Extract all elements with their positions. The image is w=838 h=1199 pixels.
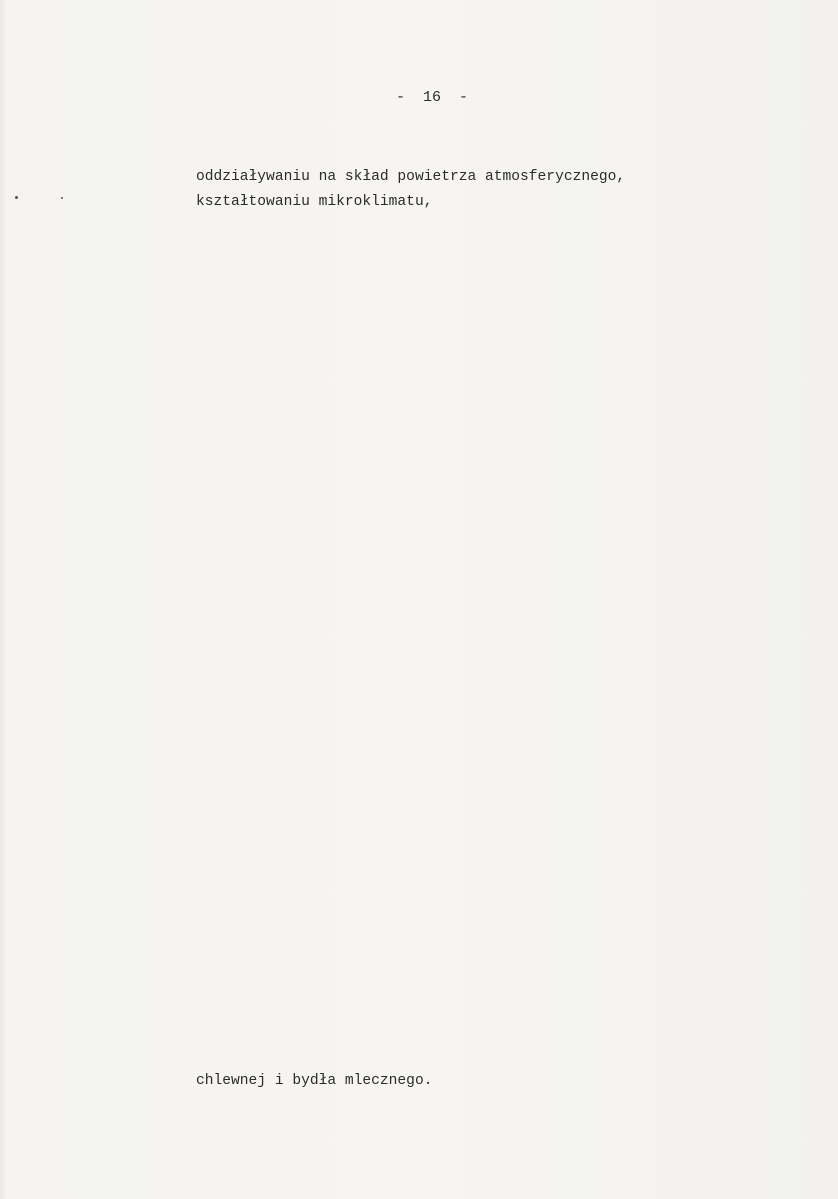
text-line: oddziaływaniu na skład powietrza atmosferycznego, (196, 169, 626, 185)
margin-mark (15, 196, 18, 199)
margin-mark (61, 197, 63, 199)
text-line: chlewnej i bydła mlecznego. (196, 1073, 433, 1089)
text-line: kształtowaniu mikroklimatu, (196, 194, 433, 210)
page-number: - 16 - (396, 89, 469, 106)
